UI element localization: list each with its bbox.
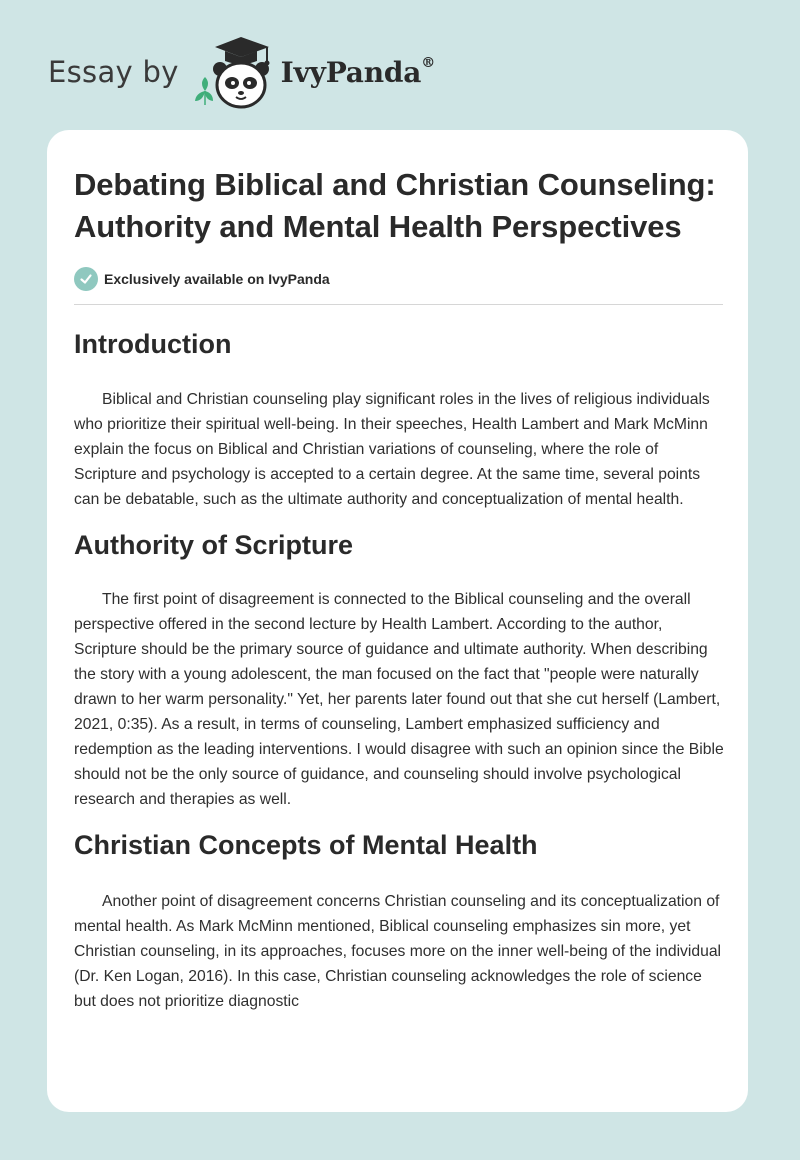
exclusive-badge <box>74 267 724 291</box>
section-paragraph-christian-concepts: Another point of disagreement concerns Christian counseling and its conceptualization of mental health. As Mark McMinn mentioned, Biblical counseling emphasizes sin more, yet Christian counseling, in its approaches, focuses more on the inner well-being of the individual (Dr. Ken Logan, 2016). In this case, Christian counseling acknowledges the role of science but does not prioritize diagnostic <box>74 893 722 1010</box>
exclusive-badge-label: Exclusively available on IvyPanda <box>104 271 330 287</box>
registered-mark: ® <box>421 55 436 72</box>
section-heading-authority-of-scripture: Authority of Scripture <box>74 530 354 560</box>
essay-by-label: Essay by <box>48 55 179 89</box>
essay-card <box>47 130 748 1112</box>
panda-graduate-icon[interactable] <box>193 33 275 111</box>
section-paragraph-authority-of-scripture: The first point of disagreement is connected to the Biblical counseling and the overall perspective offered in the second lecture by Health Lambert. According to the author, Scripture should be the primary source of guidance and ultimate authority. When describing the story with a young adolescent, the man focused on the fact that "people were naturally drawn to her warm personality." Yet, her parents later found out that she cut herself (Lambert, 2021, 0:35). As a result, in terms of counseling, Lambert emphasized sufficiency and redemption as the leading interventions. I would disagree with such an opinion since the Bible should not be the only source of guidance, and counseling should involve psychological research and therapies as well. <box>74 591 724 808</box>
essay-content <box>74 130 724 1014</box>
section-paragraph-introduction: Biblical and Christian counseling play significant roles in the lives of religious individuals who prioritize their spiritual well-being. In their speeches, Health Lambert and Mark McMinn explain the focus on Biblical and Christian variations of counseling, where the role of Scripture and psychology is accepted to a certain degree. At the same time, several points can be debatable, such as the ultimate authority and conceptualization of mental health. <box>74 391 710 508</box>
ivy-leaf-icon <box>195 77 213 105</box>
brand-name[interactable] <box>281 56 435 89</box>
section-heading-introduction: Introduction <box>74 329 232 359</box>
divider <box>74 304 723 305</box>
essay-title: Debating Biblical and Christian Counseling: Authority and Mental Health Perspectives <box>74 167 716 244</box>
check-icon <box>74 267 98 291</box>
brand-text: IvyPanda <box>280 55 422 89</box>
site-header <box>48 32 468 112</box>
section-heading-christian-concepts: Christian Concepts of Mental Health <box>74 830 538 860</box>
